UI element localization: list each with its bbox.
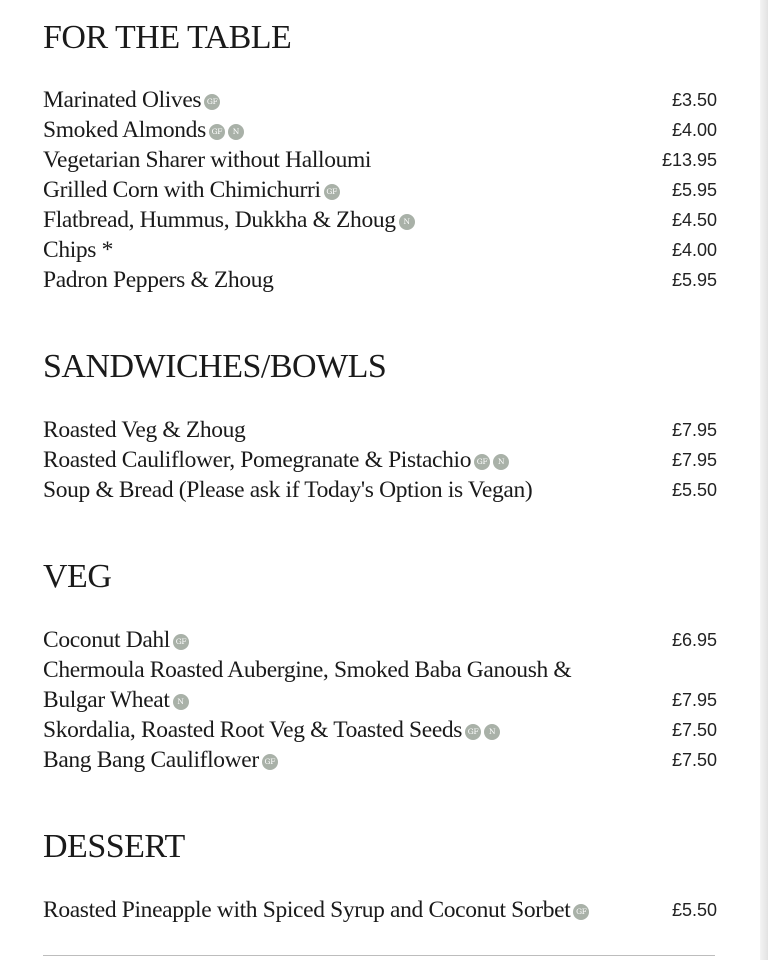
item-price: £7.50 <box>671 720 717 740</box>
menu-item-row <box>0 145 768 175</box>
item-name-text: Roasted Pineapple with Spiced Syrup and Coconut Sorbet <box>43 897 571 923</box>
menu-item-row <box>0 175 768 205</box>
menu-item-row <box>0 475 768 505</box>
divider <box>43 955 715 956</box>
menu-item-row <box>0 745 768 775</box>
item-name <box>43 265 274 295</box>
item-name-text: Padron Peppers & Zhoug <box>43 267 274 293</box>
item-name-text: Skordalia, Roasted Root Veg & Toasted Seeds <box>43 717 463 743</box>
item-name <box>43 475 532 505</box>
item-name <box>43 895 589 925</box>
item-price: £13.95 <box>661 150 717 170</box>
item-name-text: Vegetarian Sharer without Halloumi <box>43 147 372 173</box>
item-name <box>43 85 220 115</box>
item-price: £4.00 <box>671 240 717 260</box>
item-price: £7.95 <box>671 420 717 440</box>
item-name <box>43 625 189 655</box>
item-name-text: Roasted Veg & Zhoug <box>43 417 246 443</box>
gluten-free-icon: GF <box>324 184 340 200</box>
item-name <box>43 415 245 445</box>
item-name-text: Chermoula Roasted Aubergine, Smoked Baba Ganoush & <box>43 657 572 683</box>
section-heading: VEG <box>43 558 112 595</box>
item-name-text: Chips * <box>43 237 114 263</box>
item-name <box>43 115 244 145</box>
item-name <box>43 715 500 745</box>
item-name-text: Soup & Bread (Please ask if Today's Option is Vegan) <box>43 477 533 503</box>
item-name <box>43 145 371 175</box>
section-heading: DESSERT <box>43 828 185 865</box>
item-price: £5.95 <box>671 270 717 290</box>
gluten-free-icon: GF <box>204 94 220 110</box>
nuts-icon: N <box>173 694 189 710</box>
menu-item-row <box>0 445 768 475</box>
menu-item-row <box>0 655 768 685</box>
item-name-text: Coconut Dahl <box>43 627 170 653</box>
menu-item-row <box>0 115 768 145</box>
menu-item-row <box>0 895 768 925</box>
gluten-free-icon: GF <box>474 454 490 470</box>
section-heading: SANDWICHES/BOWLS <box>43 348 387 385</box>
item-price: £6.95 <box>671 630 717 650</box>
item-name <box>43 685 189 715</box>
section-heading: FOR THE TABLE <box>43 19 292 56</box>
item-price: £7.95 <box>671 690 717 710</box>
menu-item-row <box>0 235 768 265</box>
nuts-icon: N <box>493 454 509 470</box>
menu-item-row <box>0 685 768 715</box>
item-name-text: Bulgar Wheat <box>43 687 170 713</box>
menu-item-row <box>0 205 768 235</box>
item-price: £7.50 <box>671 750 717 770</box>
item-price: £3.50 <box>671 90 717 110</box>
item-name <box>43 445 509 475</box>
item-price: £5.50 <box>671 900 717 920</box>
item-price: £4.00 <box>671 120 717 140</box>
menu-item-row <box>0 415 768 445</box>
item-name <box>43 745 278 775</box>
item-name-text: Flatbread, Hummus, Dukkha & Zhoug <box>43 207 396 233</box>
item-price: £5.95 <box>671 180 717 200</box>
nuts-icon: N <box>484 724 500 740</box>
item-name-text: Bang Bang Cauliflower <box>43 747 259 773</box>
item-price: £5.50 <box>671 480 717 500</box>
menu-item-row <box>0 715 768 745</box>
item-name-text: Smoked Almonds <box>43 117 206 143</box>
menu-item-row <box>0 265 768 295</box>
item-name <box>43 235 113 265</box>
item-name <box>43 205 415 235</box>
menu-item-row <box>0 85 768 115</box>
gluten-free-icon: GF <box>262 754 278 770</box>
gluten-free-icon: GF <box>465 724 481 740</box>
gluten-free-icon: GF <box>209 124 225 140</box>
gluten-free-icon: GF <box>573 904 589 920</box>
menu-item-row <box>0 625 768 655</box>
item-price: £7.95 <box>671 450 717 470</box>
item-name-text: Roasted Cauliflower, Pomegranate & Pistachio <box>43 447 472 473</box>
nuts-icon: N <box>228 124 244 140</box>
nuts-icon: N <box>399 214 415 230</box>
item-name <box>43 655 571 685</box>
item-price: £4.50 <box>671 210 717 230</box>
item-name-text: Grilled Corn with Chimichurri <box>43 177 321 203</box>
item-name <box>43 175 340 205</box>
gluten-free-icon: GF <box>173 634 189 650</box>
item-name-text: Marinated Olives <box>43 87 202 113</box>
